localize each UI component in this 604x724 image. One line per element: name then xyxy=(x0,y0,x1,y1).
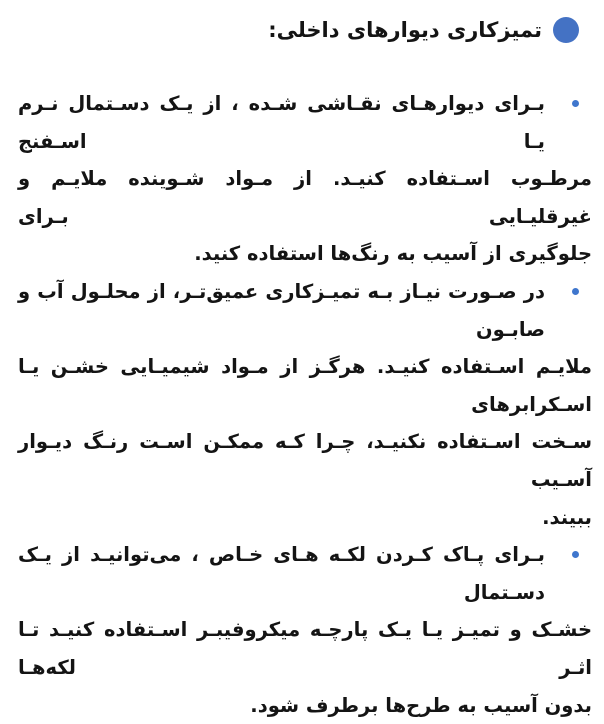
bullet-dot-icon xyxy=(572,288,579,295)
text-line: ببیند. xyxy=(18,499,592,537)
page-title: تمیزکاری دیوارهای داخلی: xyxy=(268,16,542,44)
bullet-paragraph-painted-walls xyxy=(18,85,592,273)
bullet-dot-icon xyxy=(572,100,579,107)
text-line: بـرای پـاک کـردن لکـه هـای خـاص ، می‌توانیـد از یـک دسـتمال xyxy=(18,536,592,611)
document-body xyxy=(18,85,592,724)
text-line: بدون آسیب به طرح‌ها برطرف شود. xyxy=(18,687,592,724)
text-line: خشـک و تمیـز یـا یـک پارچـه میکروفیبـر اسـتفاده کنیـد تـا اثـر لکه‌هـا xyxy=(18,611,592,686)
text-line: بـرای دیوارهـای نقـاشی شـده ، از یـک دسـتمال نـرم یـا اسـفنج xyxy=(18,85,592,160)
text-line: در صـورت نیـاز بـه تمیـزکاری عمیق‌تـر، از محلـول آب و صابـون xyxy=(18,273,592,348)
bullet-paragraph-stain-removal xyxy=(18,536,592,724)
bullet-paragraph-deep-cleaning xyxy=(18,273,592,536)
circle-bullet-icon xyxy=(553,17,579,43)
section-header xyxy=(0,0,604,44)
text-line: سـخت اسـتفاده نکنیـد، چـرا کـه ممکـن اسـت رنـگ دیـوار آسـیب xyxy=(18,423,592,498)
text-line: جلوگیری از آسیب به رنگ‌ها استفاده کنید. xyxy=(18,235,592,273)
text-line: مرطـوب اسـتفاده کنیـد. از مـواد شـوینده ملایـم و غیرقلیـایی بـرای xyxy=(18,160,592,235)
text-line: ملایـم اسـتفاده کنیـد. هرگـز از مـواد شیمیـایی خشـن یـا اسـکرابرهای xyxy=(18,348,592,423)
